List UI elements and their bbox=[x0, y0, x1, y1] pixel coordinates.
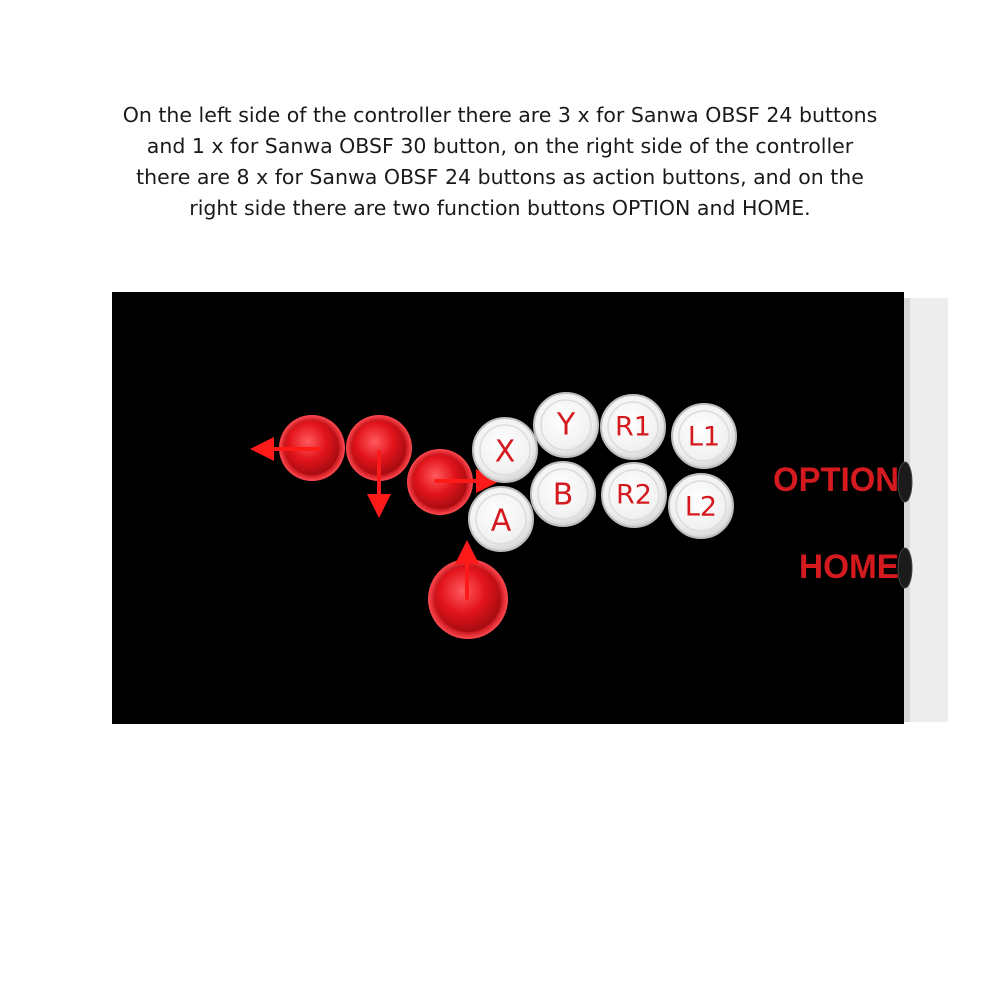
action-label-r2: R2 bbox=[616, 479, 652, 511]
action-label-y: Y bbox=[556, 407, 576, 443]
action-button-r1[interactable] bbox=[601, 395, 665, 459]
option-label: OPTION bbox=[773, 461, 899, 499]
action-button-y[interactable] bbox=[534, 393, 598, 457]
action-label-b: B bbox=[552, 477, 574, 513]
caption-line-4: right side there are two function buttons OPTION and HOME. bbox=[189, 196, 811, 220]
caption-line-1: On the left side of the controller there are 3 x for Sanwa OBSF 24 buttons bbox=[122, 103, 878, 127]
action-label-x: X bbox=[494, 434, 516, 470]
action-button-r2[interactable] bbox=[602, 463, 666, 527]
controller-side-edge bbox=[900, 298, 948, 722]
caption-line-2: and 1 x for Sanwa OBSF 30 button, on the right side of the controller bbox=[146, 134, 854, 158]
action-button-l2[interactable] bbox=[669, 474, 733, 538]
action-label-a: A bbox=[490, 503, 512, 539]
caption-line-3: there are 8 x for Sanwa OBSF 24 buttons as action buttons, and on the bbox=[136, 165, 864, 189]
action-button-b[interactable] bbox=[531, 462, 595, 526]
action-button-x[interactable] bbox=[473, 418, 537, 482]
action-label-l2: L2 bbox=[684, 491, 718, 523]
action-label-l1: L1 bbox=[687, 421, 721, 453]
home-label: HOME bbox=[799, 548, 899, 586]
action-button-l1[interactable] bbox=[672, 404, 736, 468]
action-button-a[interactable] bbox=[469, 487, 533, 551]
action-label-r1: R1 bbox=[615, 411, 651, 443]
